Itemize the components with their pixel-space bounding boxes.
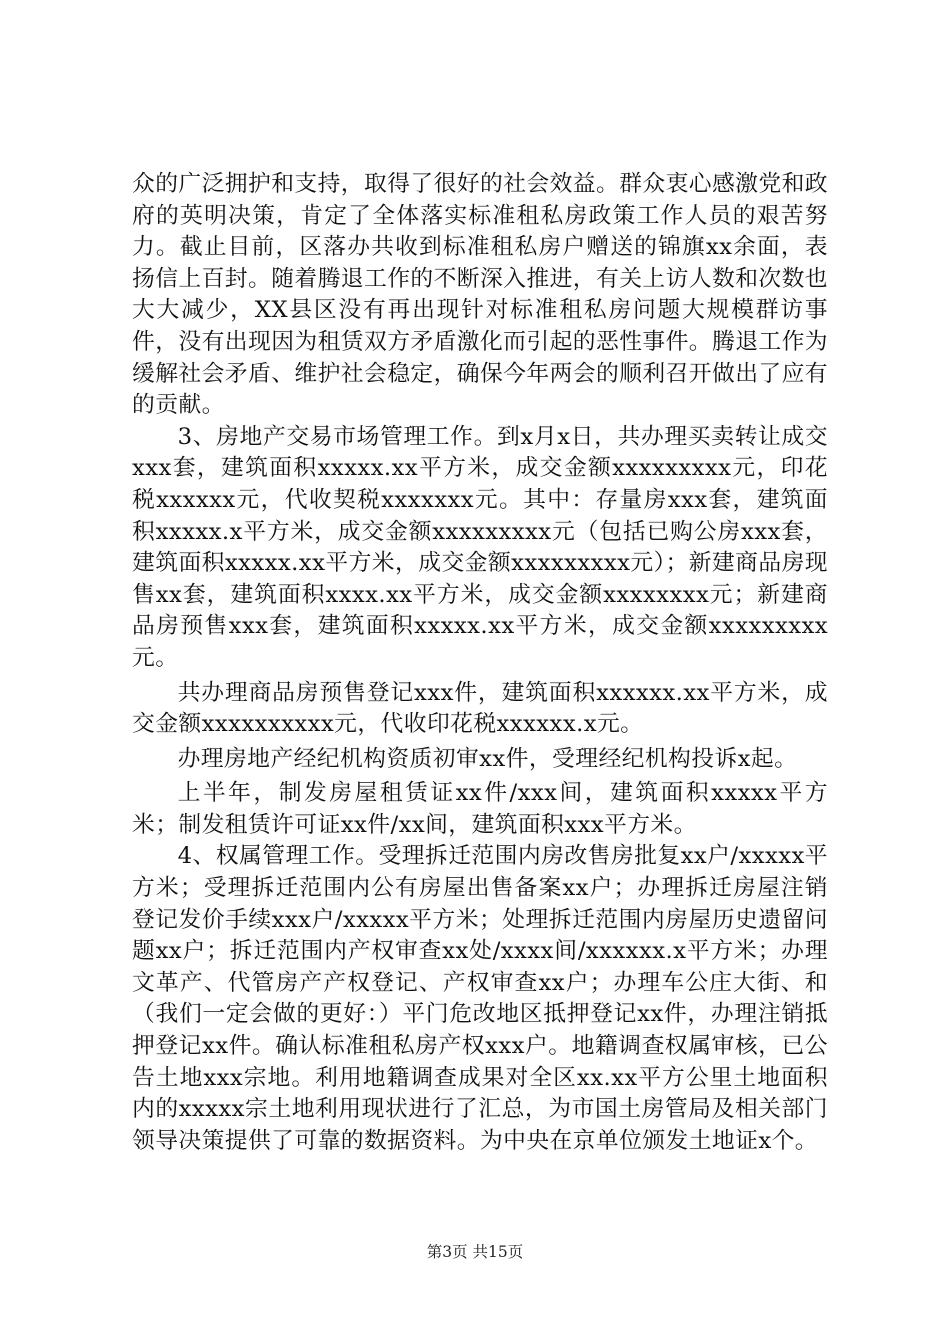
- paragraph-continuation: 众的广泛拥护和支持，取得了很好的社会效益。群众衷心感激党和政府的英明决策，肯定了全体落实标准租私房政策工作人员的艰苦努力。截止目前，区落办共收到标准租私房户赠送的锦旗xx余面，表扬信上百封。随着腾退工作的不断深入推进，有关上访人数和次数也大大减少，XX县区没有再出现针对标准租私房问题大规模群访事件，没有出现因为租赁双方矛盾激化而引起的恶性事件。腾退工作为缓解社会矛盾、维护社会稳定，确保今年两会的顺利召开做出了应有的贡献。: [132, 171, 828, 419]
- paragraph-presale-registration: 共办理商品房预售登记xxx件，建筑面积xxxxxx.xx平方米，成交金额xxxxxxxxxx元，代收印花税xxxxxx.x元。: [132, 679, 828, 738]
- paragraph-agency-review: 办理房地产经纪机构资质初审xx件，受理经纪机构投诉x起。: [177, 745, 798, 772]
- document-body: [132, 169, 828, 1157]
- paragraph-transaction-management: 3、房地产交易市场管理工作。到x月x日，共办理买卖转让成交xxx套，建筑面积xxxxx.xx平方米，成交金额xxxxxxxxx元，印花税xxxxxx元，代收契税xxxxxxx元。其中：存量房xxx套，建筑面积xxxxx.x平方米，成交金额xxxxxxxxx元（包括已购公房xxx套，建筑面积xxxxx.xx平方米，成交金额xxxxxxxxx元）；新建商品房现售xx套，建筑面积xxxx.xx平方米，成交金额xxxxxxxx元；新建商品房预售xxx套，建筑面积xxxxx.xx平方米，成交金额xxxxxxxxx元。: [132, 423, 828, 671]
- page-number-footer: 第3页 共15页: [426, 1243, 524, 1261]
- paragraph-ownership-management: 4、权属管理工作。受理拆迁范围内房改售房批复xx户/xxxxx平方米；受理拆迁范围内公有房屋出售备案xx户；办理拆迁房屋注销登记发价手续xxx户/xxxxx平方米；处理拆迁范围内房屋历史遗留问题xx户；拆迁范围内产权审查xx处/xxxx间/xxxxxx.x平方米；办理文革产、代管房产产权登记、产权审查xx户；办理车公庄大街、和（我们一定会做的更好：）平门危改地区抵押登记xx件，办理注销抵押登记xx件。确认标准租私房产权xxx户。地籍调查权属审核，已公告土地xxx宗地。利用地籍调查成果对全区xx.xx平方公里土地面积内的xxxxx宗土地利用现状进行了汇总，为市国土房管局及相关部门领导决策提供了可靠的数据资料。为中央在京单位颁发土地证x个。: [132, 843, 828, 1154]
- paragraph-lease-certificates: 上半年，制发房屋租赁证xx件/xxx间，建筑面积xxxxx平方米；制发租赁许可证xx件/xx间，建筑面积xxx平方米。: [132, 780, 828, 838]
